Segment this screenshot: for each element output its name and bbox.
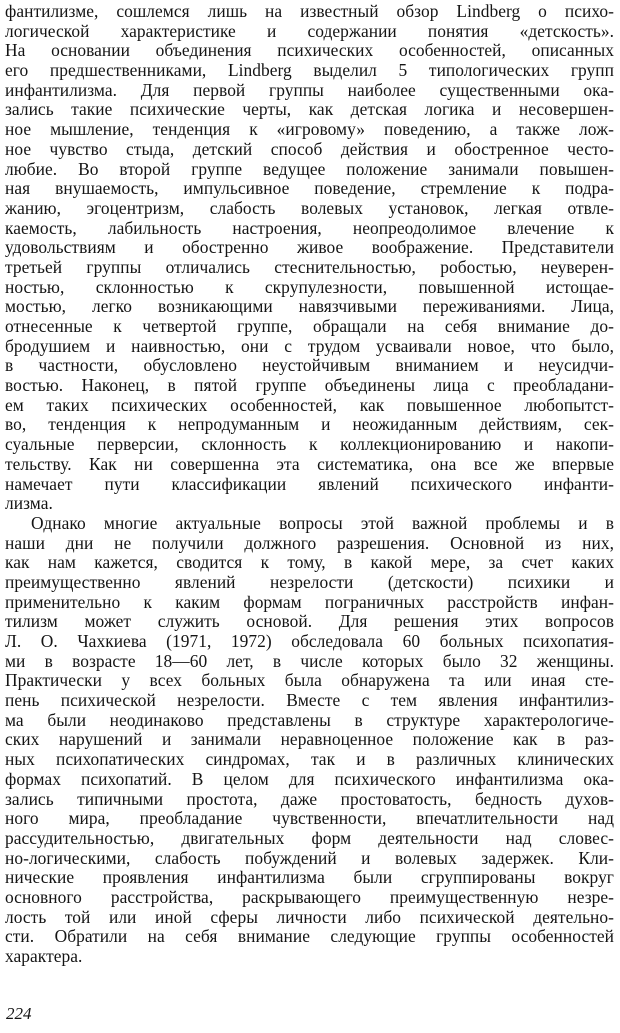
paragraph-lindberg-groups — [5, 2, 614, 514]
text-line: Однако многие актуальные вопросы этой важной проблемы и в — [31, 512, 614, 533]
text-line: На основании объединения психических особенностей, описанных — [5, 40, 614, 61]
text-line: как нам кажется, сводится к тому, в какой мере, за счет каких — [5, 552, 614, 573]
text-line: жанию, эгоцентризм, слабость волевых установок, легкая отвле- — [5, 197, 614, 218]
text-line: рассудительностью, двигательных форм деятельности над словес- — [5, 827, 614, 848]
text-line: мостью, легко возникающими навязчивыми переживаниями. Лица, — [5, 296, 614, 317]
paragraph-chakhkieva-study — [5, 514, 614, 967]
text-line: ностью, склонностью к скрупулезности, повышенной истощае- — [5, 276, 614, 297]
text-line: ных психопатических синдромах, так и в различных клинических — [5, 749, 614, 770]
text-line: каемость, лабильность настроения, неопреодолимое влечение к — [5, 217, 614, 238]
text-line: фантилизме, сошлемся лишь на известный обзор Lindberg о психо- — [5, 1, 614, 21]
text-line: зались типичными простота, даже простоватость, бедность духов- — [5, 788, 614, 809]
text-line: ем таких психических особенностей, как повышенное любопытст- — [5, 394, 614, 415]
text-line: удовольствиям и обостренно живое воображение. Представители — [5, 237, 614, 258]
text-line: бродушием и наивностью, они с трудом усваивали новое, что было, — [5, 335, 614, 356]
text-line: его предшественниками, Lindberg выделил 5 типологических групп — [5, 60, 614, 81]
text-line: инфантилизма. Для первой группы наиболее существенными ока- — [5, 79, 614, 100]
text-line: ми в возрасте 18—60 лет, в числе которых было 32 женщины. — [5, 650, 614, 671]
text-line: отнесенные к четвертой группе, обращали на себя внимание до- — [5, 316, 614, 336]
text-line: характера. — [5, 946, 83, 966]
text-line: любие. Во второй группе ведущее положение занимали повышен- — [5, 158, 614, 179]
text-line: Л. О. Чахкиева (1971, 1972) обследовала 60 больных психопатия- — [5, 631, 614, 651]
text-line: пень психической незрелости. Вместе с тем явления инфантилиз- — [5, 690, 614, 711]
text-line: тилизм может служить основой. Для решения этих вопросов — [5, 611, 614, 632]
text-line: в частности, обусловлено неустойчивым вниманием и неусидчи- — [5, 355, 614, 376]
text-line: логической характеристике и содержании понятия «детскость». — [5, 20, 614, 41]
text-line: ма были неодинаково представлены в структуре характерологиче- — [5, 709, 614, 730]
text-line: намечает пути классификации явлений психического инфанти- — [5, 473, 614, 494]
page-number: 224 — [6, 1004, 32, 1023]
text-line: зались такие психические черты, как детская логика и несовершен- — [5, 99, 614, 120]
text-line: сти. Обратили на себя внимание следующие группы особенностей — [5, 926, 614, 947]
text-line: лость той или иной сферы личности либо психической деятельно- — [5, 906, 614, 927]
text-line: ное чувство стыда, детский способ действия и обостренное често- — [5, 138, 614, 159]
text-line: применительно к каким формам пограничных расстройств инфан- — [5, 591, 614, 612]
text-line: наши дни не получили должного разрешения. Основной из них, — [5, 532, 614, 553]
text-line: востью. Наконец, в пятой группе объединены лица с преобладани- — [5, 375, 614, 396]
text-line: основного расстройства, раскрывающего преимущественную незре- — [5, 886, 614, 907]
text-line: лизма. — [5, 493, 53, 514]
text-line: ное мышление, тенденция к «игровому» поведению, а также лож- — [5, 119, 614, 140]
text-line: ная внушаемость, импульсивное поведение, стремление к подра- — [5, 178, 614, 199]
text-line: суальные перверсии, склонность к коллекционированию и накопи- — [5, 434, 614, 455]
text-line: тельству. Как ни совершенна эта систематика, она все же впервые — [5, 453, 614, 474]
text-line: но-логическими, слабость побуждений и волевых задержек. Кли- — [5, 847, 614, 868]
text-line: нические проявления инфантилизма были сгруппированы вокруг — [5, 867, 614, 888]
text-line: во, тенденция к непродуманным и неожиданным действиям, сек- — [5, 414, 614, 435]
text-line: преимущественно явлений незрелости (детскости) психики и — [5, 571, 614, 592]
text-line: Практически у всех больных была обнаружена та или иная сте- — [5, 670, 614, 691]
text-line: формах психопатий. В целом для психического инфантилизма ока- — [5, 768, 614, 789]
text-line: ских нарушений и занимали неравноценное положение как в раз- — [5, 729, 614, 750]
text-line: третьей группы отличались стеснительностью, робостью, неуверен- — [5, 256, 614, 277]
text-line: ного мира, преобладание чувственности, впечатлительности над — [5, 808, 614, 829]
